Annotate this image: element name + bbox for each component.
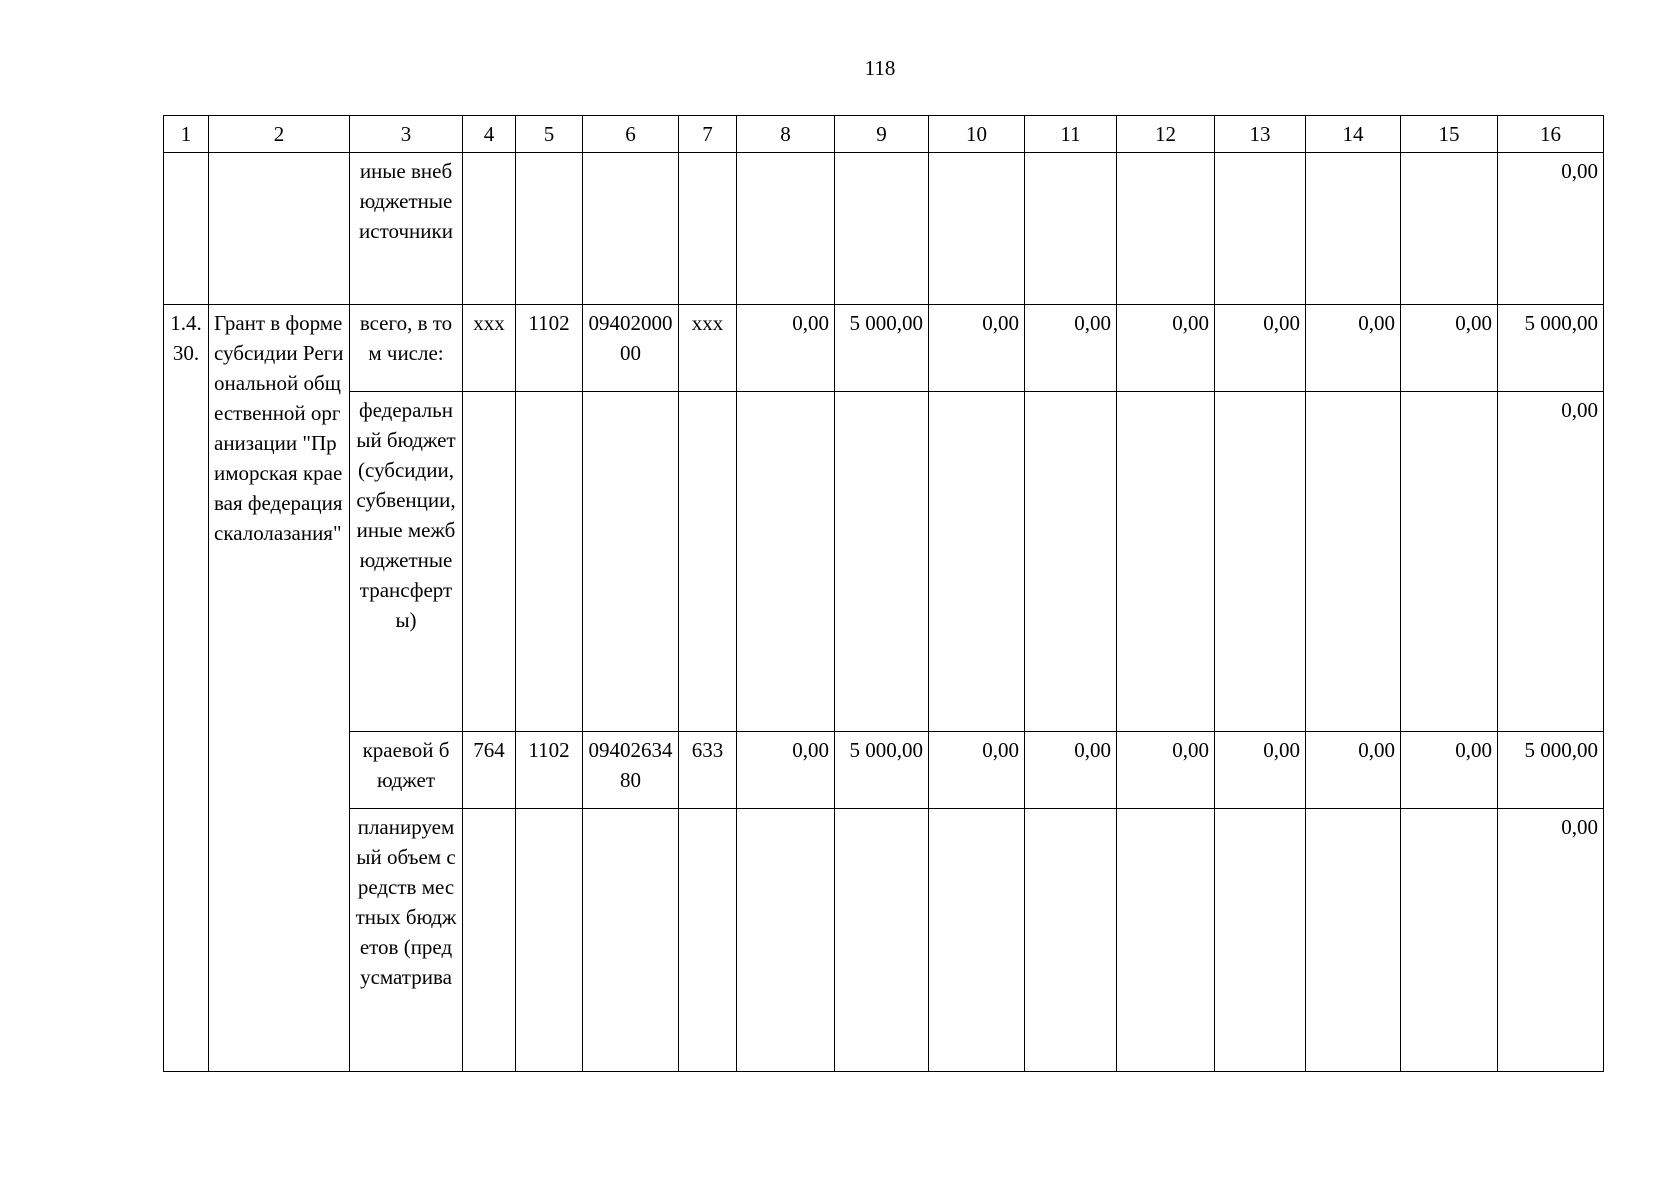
column-header: 13 <box>1215 116 1306 153</box>
column-header: 1 <box>164 116 209 153</box>
cell-col15: 0,00 <box>1401 305 1498 392</box>
budget-table <box>163 115 1604 1072</box>
cell-source: всего, в том числе: <box>350 305 463 392</box>
cell-source: планируемый объем средств местных бюджетов (предусматрива <box>350 808 463 1071</box>
column-header: 6 <box>583 116 679 153</box>
cell-empty <box>516 153 583 305</box>
cell-name-empty <box>209 153 350 305</box>
cell-col10: 0,00 <box>929 305 1025 392</box>
cell-empty <box>583 153 679 305</box>
cell-source: краевой бюджет <box>350 731 463 808</box>
cell-col9: 5 000,00 <box>835 305 929 392</box>
cell-col11: 0,00 <box>1025 731 1117 808</box>
cell-col9: 5 000,00 <box>835 731 929 808</box>
cell-empty <box>463 392 516 731</box>
table-row-local <box>164 808 1604 1071</box>
cell-empty <box>929 392 1025 731</box>
cell-col7: 633 <box>679 731 737 808</box>
cell-col6: 0940200000 <box>583 305 679 392</box>
cell-col4: 764 <box>463 731 516 808</box>
cell-source: федеральный бюджет (субсидии, субвенции, иные межбюджетные трансферты) <box>350 392 463 731</box>
cell-empty <box>929 808 1025 1071</box>
cell-source: иные внебюджетные источники <box>350 153 463 305</box>
cell-col14: 0,00 <box>1306 731 1401 808</box>
cell-empty <box>516 808 583 1071</box>
cell-empty <box>737 808 835 1071</box>
cell-empty <box>835 153 929 305</box>
cell-col5: 1102 <box>516 305 583 392</box>
cell-col12: 0,00 <box>1117 305 1215 392</box>
cell-col4: ххх <box>463 305 516 392</box>
cell-col12: 0,00 <box>1117 731 1215 808</box>
cell-col6: 0940263480 <box>583 731 679 808</box>
cell-empty <box>516 392 583 731</box>
cell-empty <box>679 808 737 1071</box>
cell-empty <box>463 808 516 1071</box>
cell-col11: 0,00 <box>1025 305 1117 392</box>
cell-empty <box>583 392 679 731</box>
cell-empty <box>1215 153 1306 305</box>
cell-item-name: Грант в форме субсидии Региональной общественной организации "Приморская краевая федерация скалолазания" <box>209 305 350 1072</box>
cell-col8: 0,00 <box>737 731 835 808</box>
cell-empty <box>1117 153 1215 305</box>
cell-total: 0,00 <box>1498 153 1604 305</box>
cell-col16: 5 000,00 <box>1498 731 1604 808</box>
cell-empty <box>679 392 737 731</box>
cell-col7: ххх <box>679 305 737 392</box>
cell-empty <box>1215 808 1306 1071</box>
column-header: 11 <box>1025 116 1117 153</box>
cell-empty <box>679 153 737 305</box>
cell-empty <box>1117 808 1215 1071</box>
cell-col13: 0,00 <box>1215 305 1306 392</box>
cell-empty <box>737 392 835 731</box>
cell-empty <box>1025 808 1117 1071</box>
cell-empty <box>463 153 516 305</box>
column-header: 4 <box>463 116 516 153</box>
column-header: 14 <box>1306 116 1401 153</box>
cell-empty <box>929 153 1025 305</box>
table-row-total <box>164 305 1604 392</box>
cell-empty <box>1025 392 1117 731</box>
cell-col15: 0,00 <box>1401 731 1498 808</box>
cell-empty <box>835 808 929 1071</box>
column-header: 10 <box>929 116 1025 153</box>
cell-empty <box>1215 392 1306 731</box>
cell-total: 0,00 <box>1498 392 1604 731</box>
column-header: 9 <box>835 116 929 153</box>
column-header: 2 <box>209 116 350 153</box>
cell-empty <box>835 392 929 731</box>
cell-empty <box>1306 808 1401 1071</box>
cell-col8: 0,00 <box>737 305 835 392</box>
page-number: 118 <box>864 56 896 80</box>
column-header: 12 <box>1117 116 1215 153</box>
cell-empty <box>1306 153 1401 305</box>
cell-empty <box>1025 153 1117 305</box>
cell-col14: 0,00 <box>1306 305 1401 392</box>
cell-empty <box>1401 808 1498 1071</box>
cell-empty <box>1117 392 1215 731</box>
cell-empty <box>1401 392 1498 731</box>
table-row-other-sources <box>164 153 1604 305</box>
cell-number-empty <box>164 153 209 305</box>
cell-col13: 0,00 <box>1215 731 1306 808</box>
cell-col16: 5 000,00 <box>1498 305 1604 392</box>
cell-item-number: 1.4.30. <box>164 305 209 1072</box>
column-header: 16 <box>1498 116 1604 153</box>
table-row-regional <box>164 731 1604 808</box>
column-header: 7 <box>679 116 737 153</box>
column-header: 5 <box>516 116 583 153</box>
cell-col10: 0,00 <box>929 731 1025 808</box>
column-header: 15 <box>1401 116 1498 153</box>
cell-total: 0,00 <box>1498 808 1604 1071</box>
column-header: 3 <box>350 116 463 153</box>
table-header-row <box>164 116 1604 153</box>
cell-col5: 1102 <box>516 731 583 808</box>
cell-empty <box>583 808 679 1071</box>
cell-empty <box>737 153 835 305</box>
cell-empty <box>1306 392 1401 731</box>
column-header: 8 <box>737 116 835 153</box>
table-row-federal <box>164 392 1604 731</box>
cell-empty <box>1401 153 1498 305</box>
